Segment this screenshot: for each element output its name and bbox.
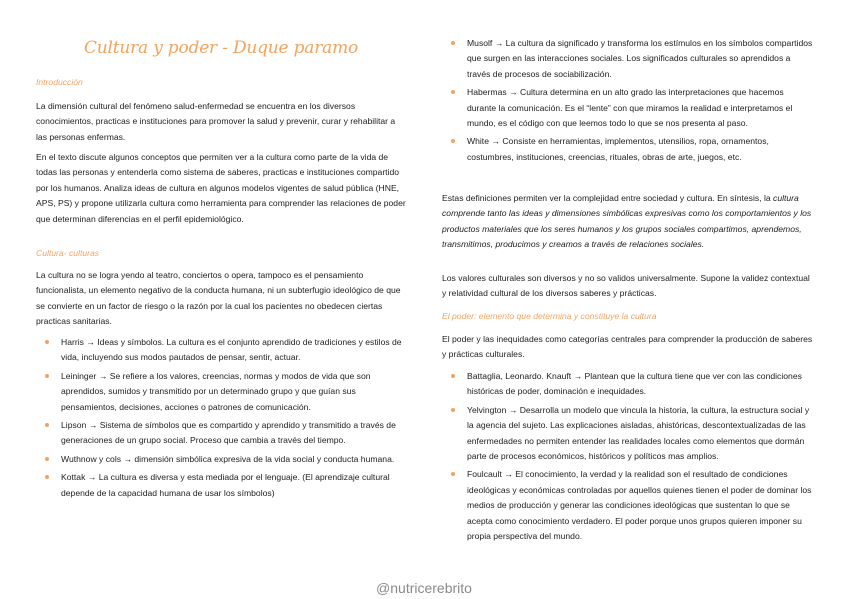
intro-heading: Introducción	[36, 77, 83, 87]
list-item: Leininger → Se refiere a los valores, creencias, normas y modos de vida que son aprendidos, sumidos y transmitido por un determinado grupo y que guían sus pensamientos, decisiones, acciones o patrones de comunicación.	[36, 369, 406, 415]
definitions-list-right	[442, 36, 814, 168]
power-paragraph: El poder y las inequidades como categorías centrales para comprender la producción de saberes y prácticas culturales.	[442, 334, 813, 360]
watermark: @nutricerebrito	[376, 580, 472, 596]
intro-paragraph-1: La dimensión cultural del fenómeno salud-enfermedad se encuentra en los diversos conocimientos, practicas e instituciones para promover la salud y prevenir, curar y rehabilitar a las personas enfermas.	[36, 101, 396, 142]
culturas-heading: Cultura- culturas	[36, 248, 100, 258]
definitions-list-left	[36, 335, 406, 504]
summary-emphasis: cultura comprende tanto las ideas y dimensiones simbólicas expresivas como los comportamientos y los productos materiales que los seres humanos y los grupos sociales compartimos, aprendemos, transmitimos, producimos y creamos a través de relaciones sociales.	[442, 193, 812, 250]
list-item: Musolf → La cultura da significado y transforma los estímulos en los símbolos compartidos que surgen en las interacciones sociales. Los significados culturales so aprendidos a través de procesos de sociabilización.	[442, 36, 814, 82]
page-title: Cultura y poder - Duque paramo	[83, 38, 359, 58]
list-item: Foulcault → El conocimiento, la verdad y la realidad son el resultado de condiciones ideológicas y económicas controladas por aquellos quienes tienen el poder de dominar los medios de producción y generar las condiciones ideológicas que sustentan lo que se acepta como conocimiento verdadero. El poder porque unos grupos quieren imponer su propia perspectiva del mundo.	[442, 467, 814, 544]
power-authors-list	[442, 369, 814, 547]
list-item: Lipson → Sistema de símbolos que es compartido y aprendido y transmitido a través de generaciones de un grupo social. Proceso que cambia a través del tiempo.	[36, 418, 406, 449]
values-paragraph: Los valores culturales son diversos y no so validos universalmente. Supone la validez contextual y relatividad cultural de los diversos saberes y prácticas.	[442, 273, 810, 299]
list-item: Harris → Ideas y símbolos. La cultura es el conjunto aprendido de tradiciones y estilos de vida, incluyendo sus modos pautados de pensar, sentir, actuar.	[36, 335, 406, 366]
culturas-paragraph: La cultura no se logra yendo al teatro, conciertos o opera, tampoco es el pensamiento funcionalista, un elemento negativo de la conducta humana, ni un subterfugio ideológico de que se convierte en un factor de riesgo o la razón por la cual los pacientes no obedecen ciertas practicas sanitarias.	[36, 270, 401, 327]
intro-paragraph-2: En el texto discute algunos conceptos que permiten ver a la cultura como parte de la vida de todas las personas y entenderla como sistema de saberes, practicas e instituciones compartido por los humanos. Analiza ideas de cultura en algunos modelos vigentes de salud pública (HNE, APS, PS) y propone utilizarla cultura como herramienta para comprender las relaciones de poder que determinan diferencias en el perfil epidemiológico.	[36, 152, 406, 224]
list-item: Kottak → La cultura es diversa y esta mediada por el lenguaje. (El aprendizaje cultural depende de la capacidad humana de usar los símbolos)	[36, 470, 406, 501]
list-item: Wuthnow y cols → dimensión simbólica expresiva de la vida social y conducta humana.	[36, 452, 406, 467]
list-item: Yelvington → Desarrolla un modelo que vincula la historia, la cultura, la estructura social y la agencia del sujeto. Las explicaciones aisladas, ahistóricas, descontextualizadas de las enfermedades no permiten entender las realidades locales como elementos que dormán parte de procesos económicos, históricos y políticos mas amplios.	[442, 403, 814, 465]
power-heading: El poder: elemento que determina y constituye la cultura	[442, 311, 657, 321]
summary-text: Estas definiciones permiten ver la complejidad entre sociedad y cultura. En síntesis, la	[442, 193, 774, 203]
list-item: Battaglia, Leonardo. Knauft → Plantean que la cultura tiene que ver con las condiciones históricas de poder, dominación e inequidades.	[442, 369, 814, 400]
summary-paragraph	[442, 191, 814, 253]
list-item: White → Consiste en herramientas, implementos, utensilios, ropa, ornamentos, costumbres, instituciones, creencias, rituales, obras de arte, juegos, etc.	[442, 134, 814, 165]
list-item: Habermas → Cultura determina en un alto grado las interpretaciones que hacemos durante la comunicación. Es el “lente” con que miramos la realidad e interpretamos el mundo, es el código con que leemos todo lo que se nos presenta al paso.	[442, 85, 814, 131]
